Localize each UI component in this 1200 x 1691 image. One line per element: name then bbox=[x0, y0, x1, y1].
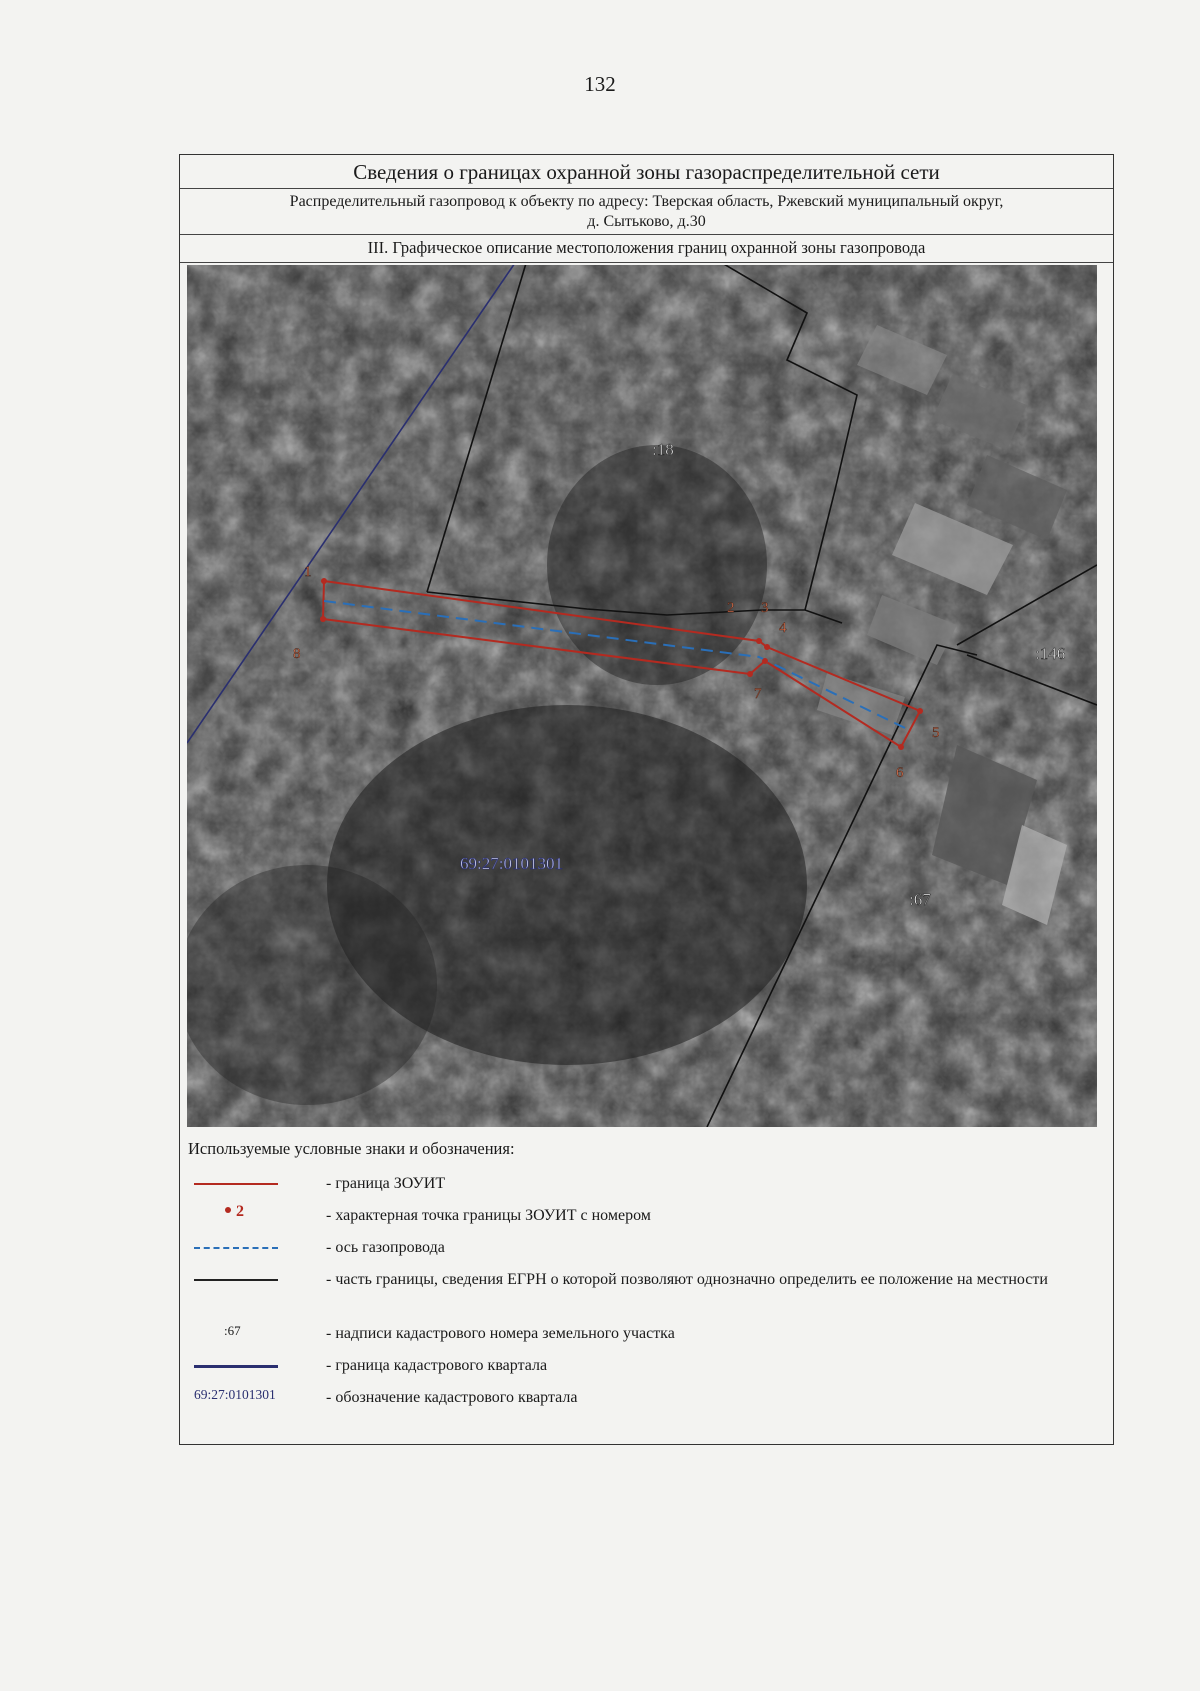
boundary-point bbox=[756, 638, 762, 644]
forest-area bbox=[547, 445, 767, 685]
legend-item-quarter-boundary bbox=[180, 1353, 1111, 1383]
parcel-label-67: :67 bbox=[909, 890, 931, 909]
text-symbol bbox=[194, 1321, 289, 1347]
red-point-symbol bbox=[194, 1203, 289, 1229]
forest-area bbox=[187, 865, 437, 1105]
quarter-label-sample: 69:27:0101301 bbox=[194, 1387, 276, 1402]
page-number: 132 bbox=[584, 72, 616, 96]
red-line-symbol bbox=[194, 1171, 289, 1197]
point-label-7: 7 bbox=[754, 686, 762, 702]
protection-zone-sheet bbox=[179, 154, 1114, 1445]
point-label-8: 8 bbox=[293, 646, 301, 662]
point-label-5: 5 bbox=[932, 725, 940, 741]
sheet-title: Сведения о границах охранной зоны газораспределительной сети bbox=[180, 155, 1113, 189]
legend-item-parcel-boundary bbox=[180, 1267, 1111, 1317]
legend-item-parcel-label bbox=[180, 1321, 1111, 1351]
legend-text: - характерная точка границы ЗОУИТ с номером bbox=[326, 1207, 651, 1224]
point-label-3: 3 bbox=[761, 600, 769, 616]
boundary-point bbox=[762, 658, 768, 664]
boundary-point bbox=[764, 644, 770, 650]
legend-item-boundary-point bbox=[180, 1203, 1111, 1233]
point-label-4: 4 bbox=[779, 620, 787, 636]
legend-item-quarter-label bbox=[180, 1385, 1111, 1415]
parcel-label-146: :146 bbox=[1035, 644, 1066, 663]
boundary-point bbox=[321, 578, 327, 584]
object-description-line-2: д. Сытьково, д.30 bbox=[587, 213, 706, 230]
legend-heading: Используемые условные знаки и обозначения: bbox=[188, 1139, 515, 1158]
boundary-point bbox=[320, 616, 326, 622]
boundary-point bbox=[917, 708, 923, 714]
quarter-text-symbol bbox=[194, 1385, 289, 1411]
legend-text: - обозначение кадастрового квартала bbox=[326, 1389, 578, 1406]
parcel-label-18: :18 bbox=[652, 440, 674, 459]
section-title: III. Графическое описание местоположения границ охранной зоны газопровода bbox=[180, 235, 1113, 263]
boundary-point bbox=[747, 671, 753, 677]
object-description bbox=[180, 189, 1113, 235]
legend-text: - граница ЗОУИТ bbox=[326, 1175, 446, 1192]
point-label-6: 6 bbox=[896, 765, 904, 781]
point-label-2: 2 bbox=[727, 600, 735, 616]
map-canvas bbox=[187, 265, 1097, 1127]
cadastral-quarter-label: 69:27:0101301 bbox=[460, 854, 563, 873]
black-line-symbol bbox=[194, 1267, 289, 1293]
legend-text: - граница кадастрового квартала bbox=[326, 1357, 548, 1374]
point-label-1: 1 bbox=[304, 564, 312, 580]
navy-line-symbol bbox=[194, 1353, 289, 1379]
aerial-map bbox=[187, 265, 1097, 1127]
point-symbol-label: 2 bbox=[236, 1203, 244, 1220]
legend-text: - ось газопровода bbox=[326, 1239, 445, 1256]
legend-text: - надписи кадастрового номера земельного участка bbox=[326, 1325, 675, 1342]
parcel-label-sample: :67 bbox=[224, 1323, 241, 1338]
object-description-line-1: Распределительный газопровод к объекту по адресу: Тверская область, Ржевский муниципальный округ, bbox=[289, 193, 1004, 210]
legend-item-zone-boundary bbox=[180, 1171, 1111, 1201]
boundary-point bbox=[898, 744, 904, 750]
legend-text: - часть границы, сведения ЕГРН о которой позволяют однозначно определить ее положение на местности bbox=[326, 1271, 1048, 1288]
dashed-line-symbol bbox=[194, 1235, 289, 1261]
legend-item-pipeline-axis bbox=[180, 1235, 1111, 1265]
